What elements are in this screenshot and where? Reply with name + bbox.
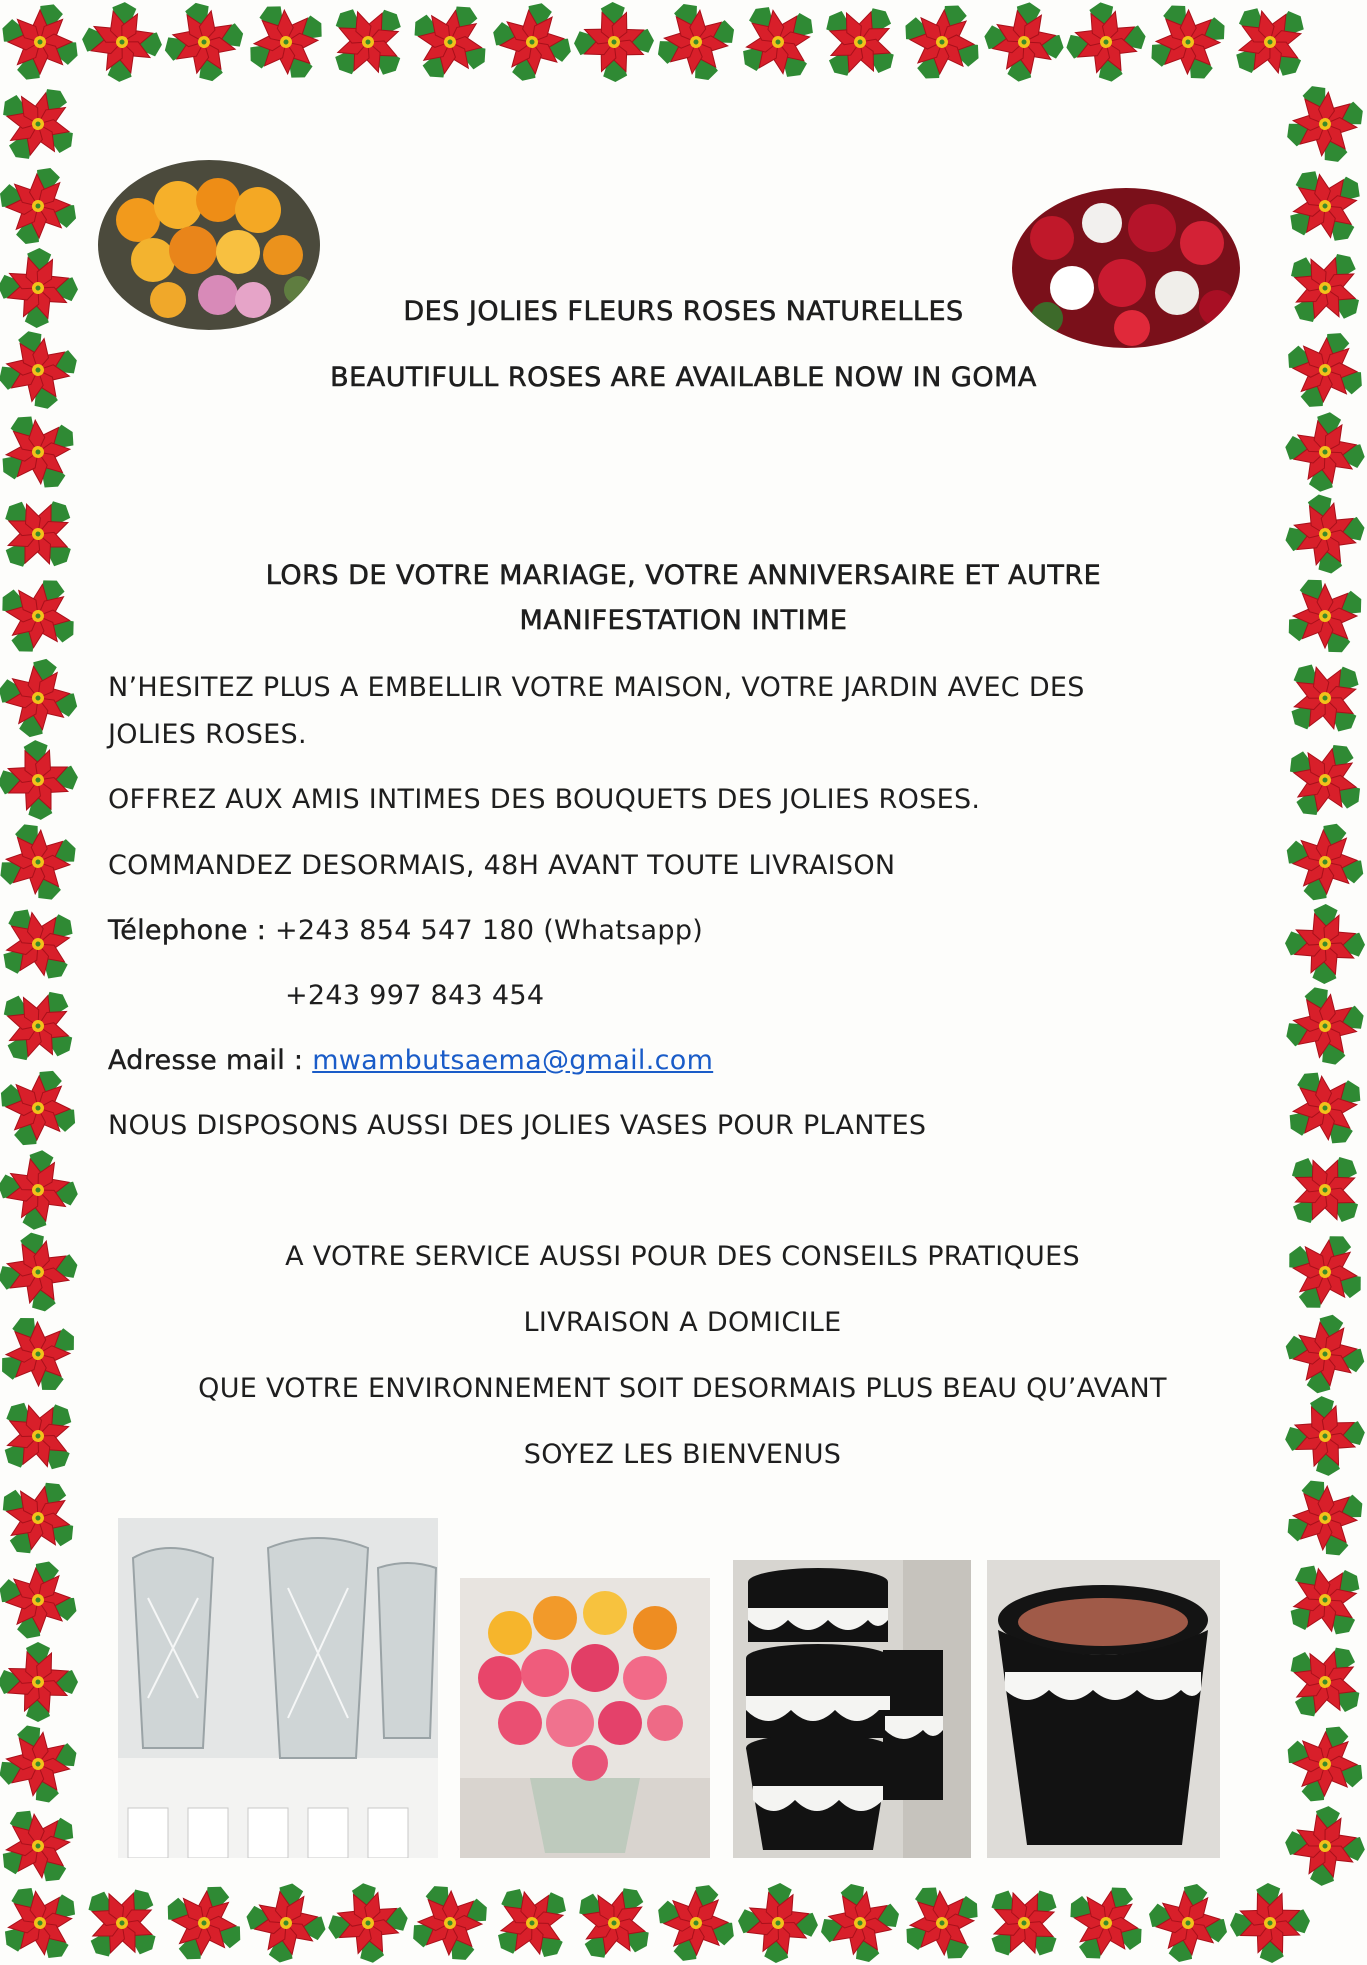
poinsettia-flower: [312, 0, 423, 98]
poinsettia-flower: [1058, 1875, 1153, 1965]
offer-text: OFFREZ AUX AMIS INTIMES DES BOUQUETS DES JOLIES ROSES.: [108, 784, 981, 815]
poinsettia-flower: [227, 0, 345, 101]
poinsettia-flower: [1267, 1542, 1367, 1657]
poinsettia-flower: [0, 235, 91, 340]
poinsettia-flower: [654, 1881, 739, 1965]
poinsettia-flower: [720, 0, 836, 100]
poinsettia-flower: [1050, 0, 1163, 98]
phone-line: [108, 915, 1248, 946]
poinsettia-flower: [0, 393, 97, 510]
poinsettia-flower: [1267, 148, 1367, 264]
black-pots-photo: [733, 1560, 971, 1858]
poinsettia-flower: [1268, 477, 1367, 590]
poinsettia-flower: [1266, 65, 1367, 182]
poinsettia-flower: [0, 803, 97, 920]
phone-label: Télephone :: [108, 915, 267, 946]
poinsettia-flower: [0, 886, 96, 1002]
poinsettia-flower: [1275, 730, 1367, 830]
poinsettia-flower: [1281, 818, 1367, 906]
poinsettia-flower: [0, 1215, 95, 1329]
poinsettia-flower: [807, 0, 914, 95]
glass-vases-photo: [118, 1518, 438, 1858]
poinsettia-flower: [1275, 402, 1367, 502]
poinsettia-flower: [391, 1864, 509, 1965]
poinsettia-flower: [1274, 1795, 1367, 1897]
occasion-line-1: LORS DE VOTRE MARIAGE, VOTRE ANNIVERSAIRE ET AUTRE: [265, 560, 1102, 591]
poinsettia-flower: [1270, 1381, 1367, 1492]
poinsettia-flower: [0, 1469, 87, 1568]
poinsettia-flower: [0, 1787, 97, 1904]
poinsettia-flower: [1266, 557, 1367, 675]
phone-secondary: +243 997 843 454: [285, 980, 545, 1011]
poinsettia-flower: [0, 312, 96, 428]
poinsettia-flower: [1268, 641, 1367, 754]
poinsettia-flower: [0, 725, 93, 835]
poinsettia-flower: [975, 0, 1074, 91]
poinsettia-flower: [0, 973, 91, 1078]
poinsettia-flower: [1213, 0, 1327, 99]
advice-text: A VOTRE SERVICE AUSSI POUR DES CONSEILS PRATIQUES: [285, 1241, 1080, 1272]
poinsettia-flower: [637, 0, 754, 101]
poinsettia-flower: [1279, 1226, 1367, 1319]
poinsettia-flower: [563, 1872, 665, 1965]
poinsettia-flower: [0, 651, 85, 745]
poinsettia-flower: [0, 1139, 89, 1240]
occasion-line-2: MANIFESTATION INTIME: [519, 605, 848, 636]
poinsettia-flower: [1273, 1630, 1367, 1734]
poinsettia-flower: [726, 1871, 830, 1965]
delivery-text: LIVRAISON A DOMICILE: [523, 1307, 842, 1338]
poinsettia-flower: [1283, 1722, 1367, 1807]
vases-text: NOUS DISPOSONS AUSSI DES JOLIES VASES POUR PLANTES: [108, 1110, 927, 1141]
poinsettia-flower: [68, 1869, 176, 1965]
order-text: COMMANDEZ DESORMAIS, 48H AVANT TOUTE LIVRAISON: [108, 850, 896, 881]
poinsettia-flower: [0, 1706, 96, 1822]
poinsettia-flower: [1277, 1306, 1367, 1401]
poinsettia-flower: [402, 0, 499, 90]
poinsettia-flower: [969, 1868, 1080, 1965]
poinsettia-flower: [0, 0, 82, 83]
poinsettia-flower: [312, 1867, 424, 1965]
poinsettia-flower: [1266, 1049, 1367, 1166]
email-line: [108, 1045, 1248, 1076]
poinsettia-flower: [1281, 326, 1367, 414]
poinsettia-flower: [0, 73, 89, 174]
poinsettia-flower: [159, 1878, 249, 1965]
poinsettia-flower: [0, 163, 81, 249]
email-link[interactable]: mwambutsaema@gmail.com: [312, 1045, 714, 1076]
poinsettia-flower: [1272, 235, 1367, 341]
phone-primary: +243 854 547 180 (Whatsapp): [275, 915, 704, 946]
headline-french: DES JOLIES FLEURS ROSES NATURELLES: [403, 296, 964, 327]
poinsettia-flower: [883, 1864, 1001, 1965]
poinsettia-flower: [1270, 1135, 1367, 1244]
poinsettia-flower: [0, 1295, 97, 1413]
poinsettia-flower: [898, 0, 987, 86]
poinsettia-flower: [0, 1629, 91, 1736]
poinsettia-flower: [0, 1380, 94, 1493]
embellish-text-line-1: N’HESITEZ PLUS A EMBELLIR VOTRE MAISON, VOTRE JARDIN AVEC DES: [108, 672, 1085, 703]
embellish-text-line-2: JOLIES ROSES.: [108, 719, 307, 750]
poinsettia-flower: [0, 1065, 81, 1151]
rose-bouquet-photo: [460, 1578, 710, 1858]
poinsettia-flower: [70, 0, 173, 94]
poinsettia-flower: [0, 1556, 82, 1645]
poinsettia-flower: [0, 569, 85, 663]
poinsettia-flower: [802, 1865, 917, 1965]
poinsettia-flower: [1266, 1459, 1367, 1577]
headline-english: BEAUTIFULL ROSES ARE AVAILABLE NOW IN GOMA: [330, 362, 1037, 393]
poinsettia-flower: [237, 1874, 335, 1965]
email-label: Adresse mail :: [108, 1045, 304, 1076]
poinsettia-flower: [1142, 1877, 1235, 1965]
poinsettia-flower: [1215, 1868, 1324, 1965]
environment-text: QUE VOTRE ENVIRONNEMENT SOIT DESORMAIS PLUS BEAU QU’AVANT: [198, 1373, 1167, 1404]
poinsettia-flower: [560, 0, 669, 96]
poinsettia-flower: [1129, 0, 1247, 101]
black-planter-photo: [987, 1560, 1220, 1858]
poinsettia-flower: [147, 0, 262, 99]
poinsettia-flower: [0, 479, 93, 589]
welcome-text: SOYEZ LES BIENVENUS: [523, 1439, 842, 1470]
poinsettia-flower: [475, 1866, 589, 1965]
poinsettia-flower: [486, 0, 578, 88]
